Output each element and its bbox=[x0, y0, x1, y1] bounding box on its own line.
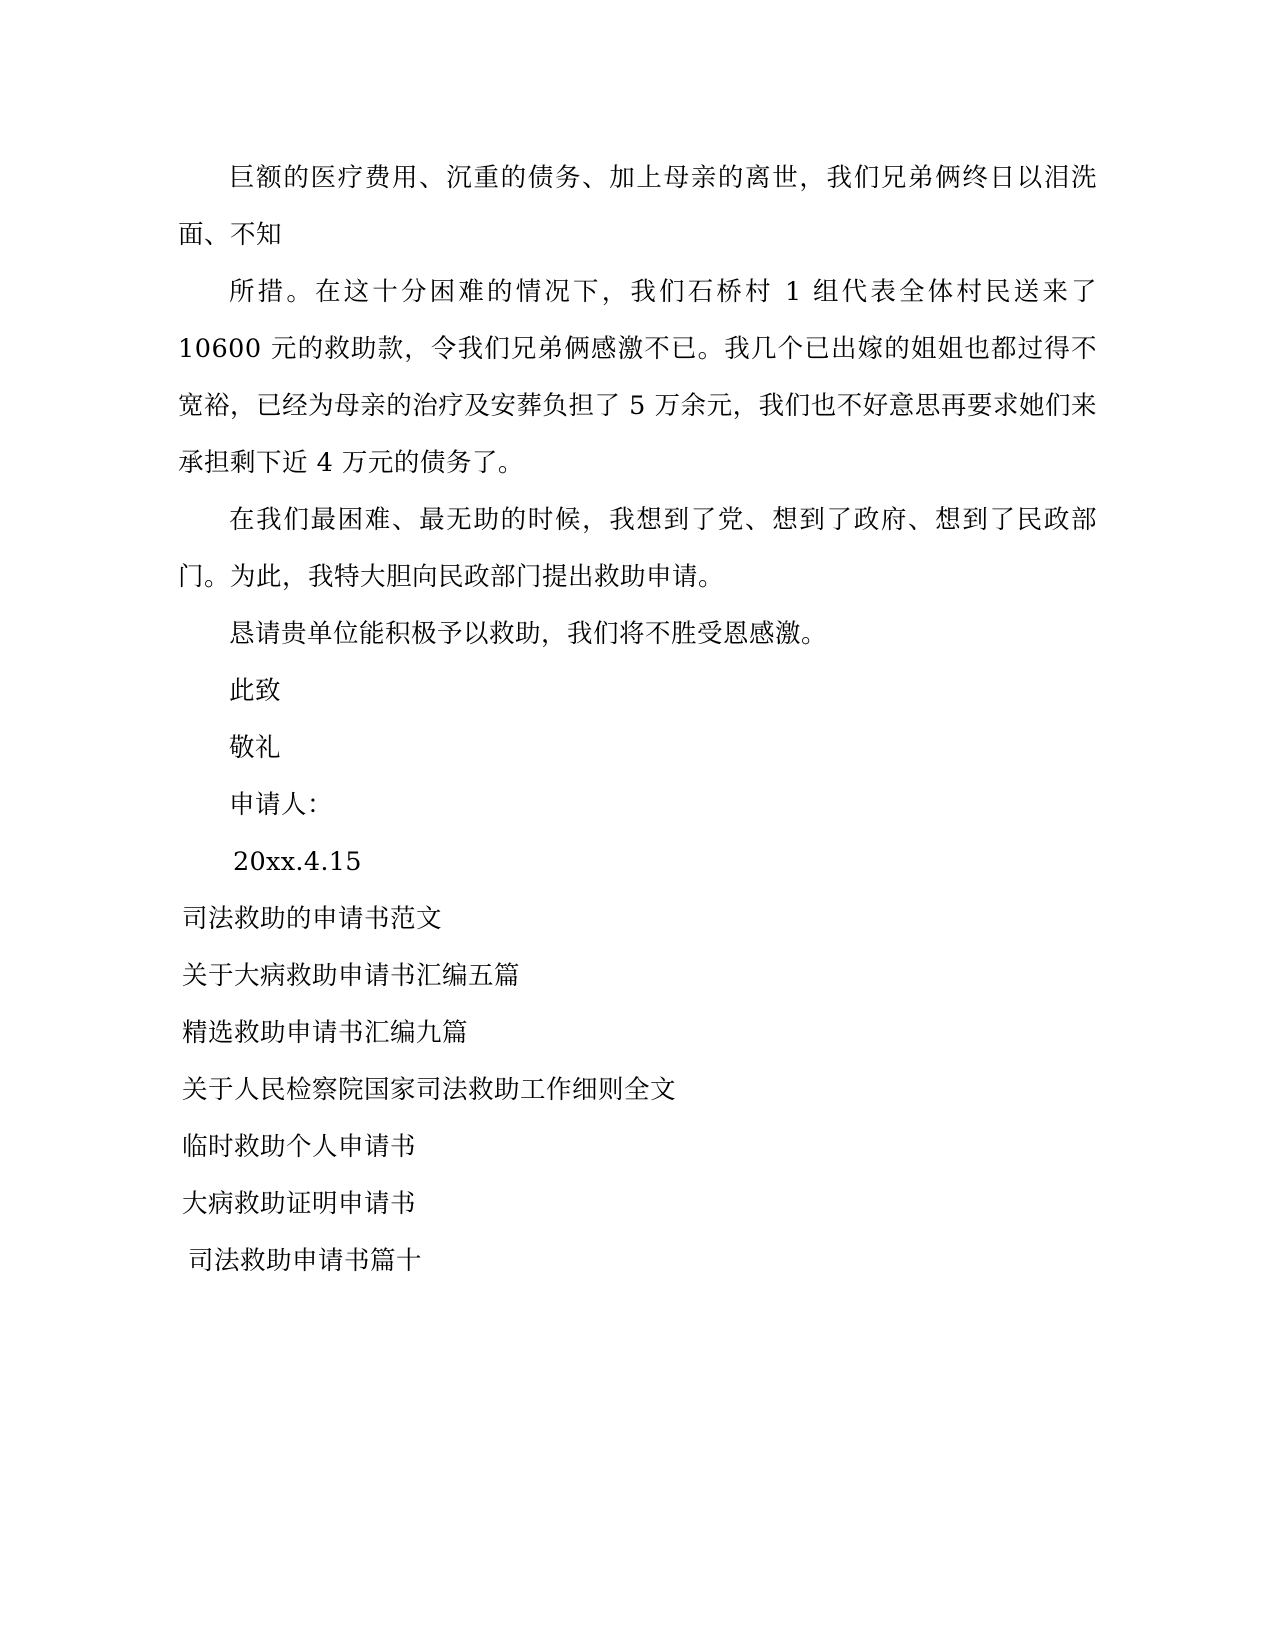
document-body bbox=[178, 150, 1097, 1290]
related-article-item: 司法救助申请书篇十 bbox=[188, 1246, 423, 1276]
closing-salutation-1: 此致 bbox=[229, 676, 282, 706]
related-article-item: 司法救助的申请书范文 bbox=[182, 904, 443, 934]
related-article-item: 关于人民检察院国家司法救助工作细则全文 bbox=[182, 1075, 677, 1105]
related-article-item: 关于大病救助申请书汇编五篇 bbox=[182, 961, 521, 991]
paragraph-2: 所措。在这十分困难的情况下，我们石桥村 1 组代表全体村民送来了 10600 元的救助款，令我们兄弟俩感激不已。我几个已出嫁的姐姐也都过得不宽裕，已经为母亲的治疗及安葬负担了 5 万余元，我们也不好意思再要求她们来承担剩下近 4 万元的债务了。 bbox=[178, 277, 1097, 478]
paragraph-1: 巨额的医疗费用、沉重的债务、加上母亲的离世，我们兄弟俩终日以泪洗面、不知 bbox=[178, 163, 1097, 250]
closing-salutation-2: 敬礼 bbox=[229, 733, 282, 763]
application-date: 20xx.4.15 bbox=[233, 847, 362, 877]
related-articles-list bbox=[178, 891, 1097, 1290]
paragraph-3: 在我们最困难、最无助的时候，我想到了党、想到了政府、想到了民政部门。为此，我特大胆向民政部门提出救助申请。 bbox=[178, 505, 1097, 592]
paragraph-4: 恳请贵单位能积极予以救助，我们将不胜受恩感激。 bbox=[229, 619, 828, 649]
related-article-item: 精选救助申请书汇编九篇 bbox=[182, 1018, 469, 1048]
applicant-label: 申请人： bbox=[229, 790, 334, 820]
related-article-item: 临时救助个人申请书 bbox=[182, 1132, 417, 1162]
related-article-item: 大病救助证明申请书 bbox=[182, 1189, 417, 1219]
